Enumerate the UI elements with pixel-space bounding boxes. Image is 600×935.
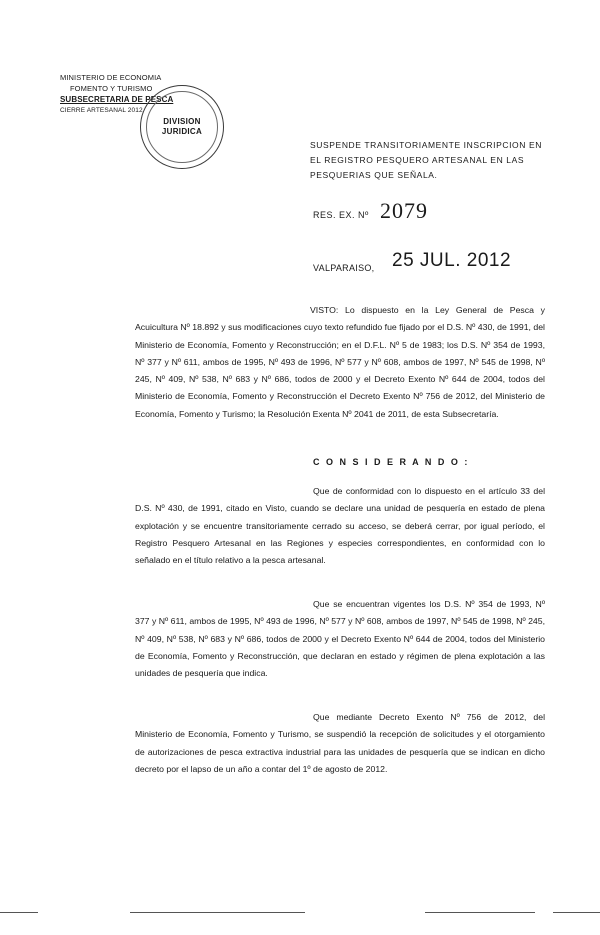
stamp-line-2: JURIDICA xyxy=(161,127,203,136)
ministry-name: MINISTERIO DE ECONOMIA xyxy=(60,73,162,82)
resolution-number: 2079 xyxy=(380,198,428,223)
resolution-subject: SUSPENDE TRANSITORIAMENTE INSCRIPCION EN EL REGISTRO PESQUERO ARTESANAL EN LAS PESQUERIAS QUE SEÑALA. xyxy=(310,140,542,180)
considerando-heading: C O N S I D E R A N D O : xyxy=(313,457,470,467)
resolution-date: 25 JUL. 2012 xyxy=(392,250,512,271)
footer-rule-left xyxy=(0,912,38,913)
resolution-label: RES. EX. Nº xyxy=(313,210,369,220)
considerando-paragraph-3: Que mediante Decreto Exento Nº 756 de 2012, del Ministerio de Economía, Fomento y Turismo, se suspendió la recepción de solicitudes y el otorgamiento de autorizaciones de pesca extractiva industrial para las unidades de pesquería que se indican en dicho decreto por el lapso de un año a contar del 1º de agosto de 2012. xyxy=(135,712,545,774)
footer-rule-right xyxy=(425,912,535,913)
considerando-paragraph-2: Que se encuentran vigentes los D.S. Nº 354 de 1993, Nº 377 y Nº 611, ambos de 1995, Nº 493 de 1996, Nº 577 y Nº 608, ambos de 1997, Nº 545 de 1998, Nº 245, Nº 409, Nº 538, Nº 683 y Nº 686, todos de 2000 y el Decreto Exento Nº 644 de 2004, todos del Ministerio de Economía, Fomento y Reconstrucción, que declaran en estado y régimen de plena explotación a las unidades de pesquería que indica. xyxy=(135,599,545,679)
place-name: VALPARAISO, xyxy=(313,263,375,273)
stamp-line-1: DIVISION xyxy=(163,117,201,126)
subsecretaria-name: SUBSECRETARIA DE PESCA xyxy=(60,95,174,104)
stamp-ring xyxy=(146,91,218,163)
footer-rule-far-right xyxy=(553,912,600,913)
file-reference: CIERRE ARTESANAL 2012 xyxy=(60,107,143,114)
considerando-paragraph-1: Que de conformidad con lo dispuesto en el artículo 33 del D.S. Nº 430, de 1991, citado en Visto, cuando se declare una unidad de pesquería en estado de plena explotación y se encuentre transitoriamente cerrado su acceso, se deberá cerrar, por igual período, el Registro Pesquero Artesanal en las Regiones y especies correspondientes, en conformidad con lo señalado en el título relativo a la pesca artesanal. xyxy=(135,486,545,566)
ministry-subtitle: FOMENTO Y TURISMO xyxy=(70,84,153,93)
visto-paragraph: VISTO: Lo dispuesto en la Ley General de Pesca y Acuicultura Nº 18.892 y sus modificaciones cuyo texto refundido fue fijado por el D.S. Nº 430, de 1991, del Ministerio de Economía, Fomento y Reconstrucción; en el D.F.L. Nº 5 de 1983; los D.S. Nº 354 de 1993, Nº 377 y Nº 611, ambos de 1995, Nº 493 de 1996, Nº 577 y Nº 608, ambos de 1997, Nº 545 de 1998, Nº 245, Nº 409, Nº 538, Nº 683 y Nº 686, todos de 2000 y el Decreto Exento Nº 644 de 2004, todos del Ministerio de Economía, Fomento y Reconstrucción el Decreto Exento Nº 756 de 2012, del Ministerio de Economía, Fomento y Turismo; la Resolución Exenta Nº 2041 de 2011, de esta Subsecretaría. xyxy=(135,305,545,419)
footer-rule-middle xyxy=(130,912,305,913)
division-juridica-stamp xyxy=(140,85,224,169)
